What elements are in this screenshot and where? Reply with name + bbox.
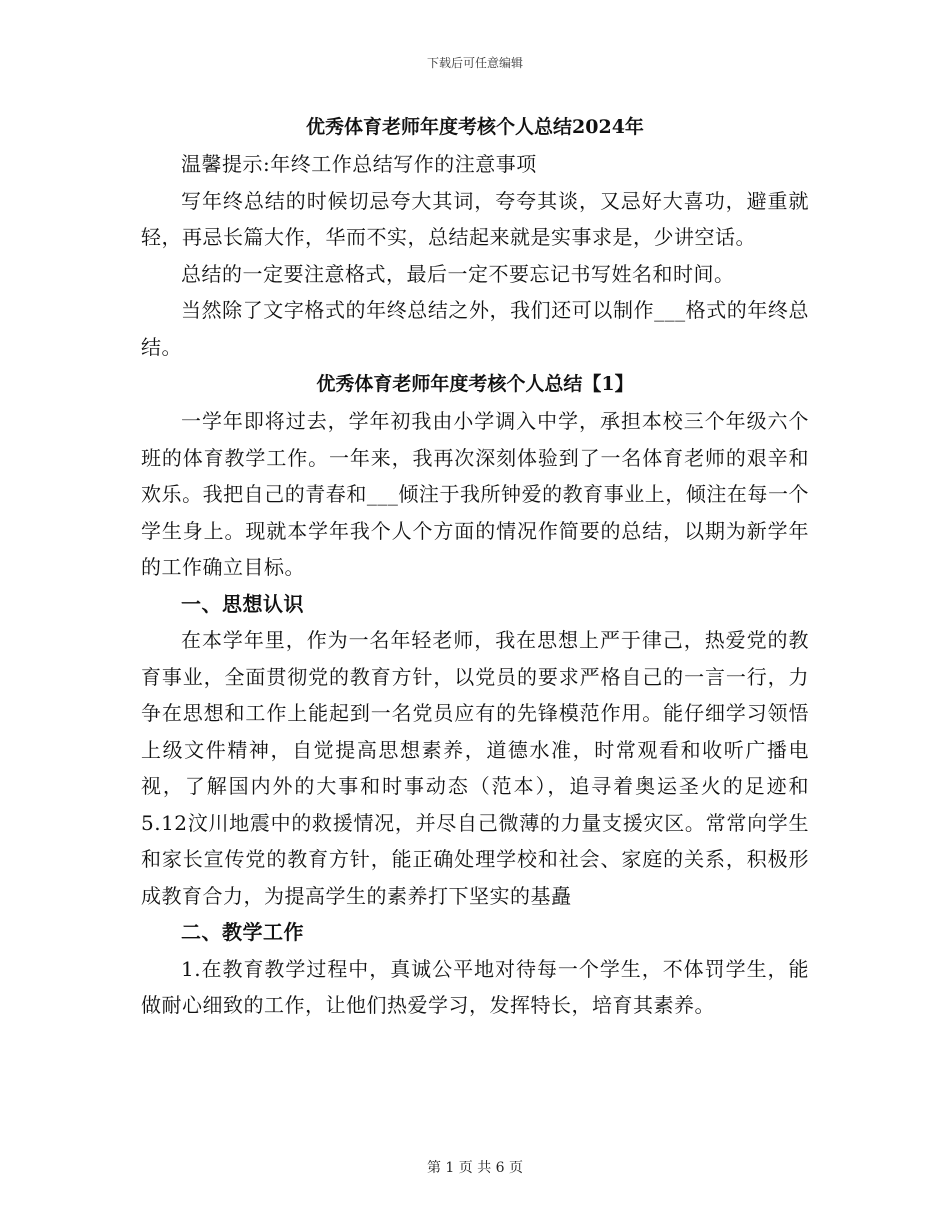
heading-thought: 一、思想认识 <box>181 591 304 616</box>
header-note: 下载后可任意编辑 <box>426 56 523 70</box>
intro-paragraph: 一学年即将过去，学年初我由小学调入中学，承担本校三个年级六个班的体育教学工作。一年来，我再次深刻体验到了一名体育老师的艰辛和欢乐。我把自己的青春和___倾注于我所钟爱的教育事业上，倾注在每一个学生身上。现就本学年我个人个方面的情况作简要的总结，以期为新学年的工作确立目标。 <box>141 409 809 579</box>
document-body <box>141 108 809 1024</box>
heading-teaching: 二、教学工作 <box>181 920 304 944</box>
page-number: 第 1 页 共 6 页 <box>426 1160 524 1176</box>
thought-paragraph: 在本学年里，作为一名年轻老师，我在思想上严于律己，热爱党的教育事业，全面贯彻党的教育方针，以党员的要求严格自己的一言一行，力争在思想和工作上能起到一名党员应有的先锋模范作用。能仔细学习领悟上级文件精神，自觉提高思想素养，道德水准，时常观看和收听广播电视，了解国内外的大事和时事动态（范本），追寻着奥运圣火的足迹和5.12汶川地震中的救援情况，并尽自己微薄的力量支援灾区。常常向学生和家长宣传党的教育方针，能正确处理学校和社会、家庭的关系，积极形成教育合力，为提高学生的素养打下坚实的基矗 <box>141 628 809 908</box>
document-title: 优秀体育老师年度考核个人总结2024年 <box>306 116 644 138</box>
section-title: 优秀体育老师年度考核个人总结【1】 <box>316 373 634 395</box>
tip-paragraph-2: 总结的一定要注意格式，最后一定不要忘记书写姓名和时间。 <box>181 261 735 286</box>
tip-paragraph-3: 当然除了文字格式的年终总结之外，我们还可以制作___格式的年终总结。 <box>141 298 809 359</box>
tip-paragraph-1: 写年终总结的时候切忌夸大其词，夸夸其谈，又忌好大喜功，避重就轻，再忌长篇大作，华而不实，总结起来就是实事求是，少讲空话。 <box>141 188 809 249</box>
tip-label: 温馨提示:年终工作总结写作的注意事项 <box>181 152 537 176</box>
teaching-paragraph-1: 1.在教育教学过程中，真诚公平地对待每一个学生，不体罚学生，能做耐心细致的工作，让他们热爱学习，发挥特长，培育其素养。 <box>141 956 809 1017</box>
